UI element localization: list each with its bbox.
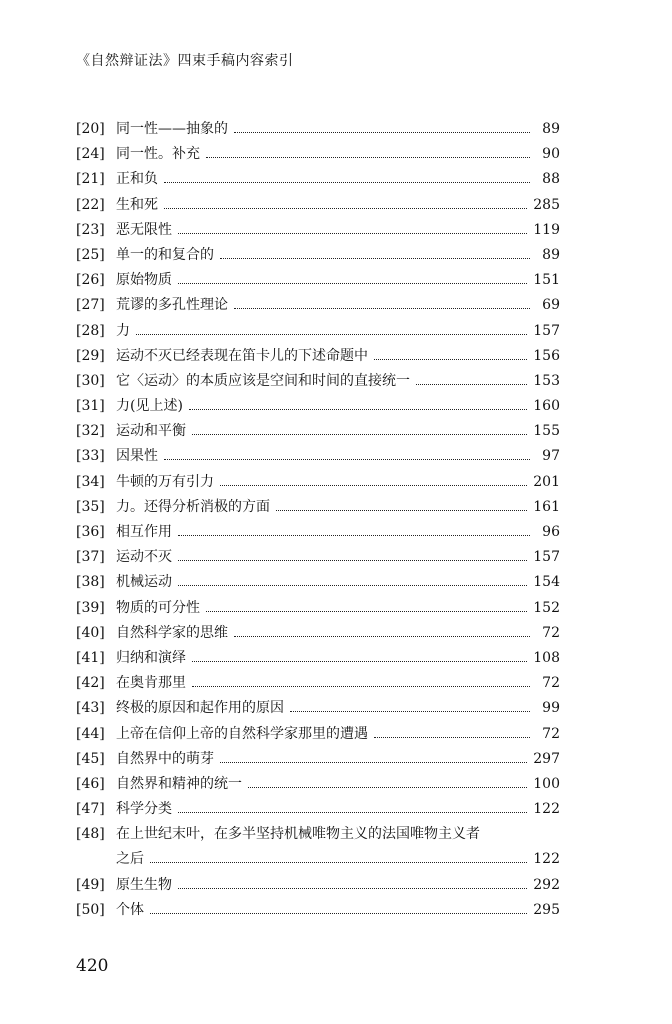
toc-entry (76, 571, 560, 596)
entry-title: 运动不灭 (116, 549, 172, 566)
dot-leader (150, 913, 527, 914)
entry-title: 在奥肯那里 (116, 675, 186, 692)
toc-entry (76, 798, 560, 823)
dot-leader (220, 258, 530, 259)
entry-number: [28] (76, 322, 105, 339)
entry-page: 122 (533, 851, 560, 868)
entry-number: [44] (76, 725, 105, 742)
toc-entry (76, 496, 560, 521)
dot-leader (189, 409, 527, 410)
toc-entry (76, 773, 560, 798)
entry-page: 154 (533, 574, 560, 591)
entry-page: 99 (542, 700, 560, 717)
entry-number: [21] (76, 171, 105, 188)
toc-entry (76, 320, 560, 345)
entry-number: [42] (76, 675, 105, 692)
dot-leader (234, 308, 530, 309)
dot-leader (136, 334, 527, 335)
entry-page: 295 (533, 901, 560, 918)
dot-leader (374, 359, 527, 360)
entry-page: 155 (533, 423, 560, 440)
toc-entry (76, 521, 560, 546)
entry-page: 157 (533, 322, 560, 339)
entry-number: [49] (76, 876, 105, 893)
toc-entry (76, 168, 560, 193)
entry-title: 物质的可分性 (116, 599, 200, 616)
dot-leader (220, 762, 527, 763)
entry-number: [47] (76, 801, 105, 818)
dot-leader (206, 611, 527, 612)
table-of-contents (76, 118, 560, 924)
dot-leader (192, 686, 530, 687)
dot-leader (290, 711, 530, 712)
entry-page: 151 (533, 272, 560, 289)
entry-number: [46] (76, 775, 105, 792)
dot-leader (178, 535, 530, 536)
entry-title: 因果性 (116, 448, 158, 465)
entry-number: [39] (76, 599, 105, 616)
dot-leader (192, 661, 527, 662)
dot-leader (164, 182, 530, 183)
dot-leader (234, 636, 530, 637)
toc-entry (76, 395, 560, 420)
entry-page: 285 (533, 196, 560, 213)
entry-number: [36] (76, 524, 105, 540)
toc-entry (76, 269, 560, 294)
dot-leader (178, 560, 527, 561)
entry-title: 荒谬的多孔性理论 (116, 297, 228, 314)
dot-leader (416, 384, 527, 385)
dot-leader (192, 434, 527, 435)
entry-page: 72 (542, 675, 560, 692)
dot-leader (164, 459, 530, 460)
entry-page: 90 (542, 146, 560, 163)
entry-number: [30] (76, 372, 105, 389)
entry-number: [27] (76, 297, 105, 314)
toc-entry (76, 420, 560, 445)
entry-number: [37] (76, 549, 105, 566)
toc-entry (76, 546, 560, 571)
entry-page: 297 (533, 750, 560, 767)
entry-number: [40] (76, 624, 105, 641)
toc-entry (76, 597, 560, 622)
toc-entry (76, 118, 560, 143)
toc-entry (76, 823, 560, 873)
entry-title: 牛顿的万有引力 (116, 473, 214, 490)
entry-title: 机械运动 (116, 574, 172, 591)
toc-entry (76, 697, 560, 722)
toc-entry (76, 219, 560, 244)
entry-page: 201 (533, 473, 560, 490)
toc-entry (76, 723, 560, 748)
toc-entry (76, 622, 560, 647)
entry-title: 相互作用 (116, 524, 172, 540)
dot-leader (276, 510, 527, 511)
entry-title: 上帝在信仰上帝的自然科学家那里的遭遇 (116, 725, 368, 742)
dot-leader (374, 737, 530, 738)
entry-number: [48] (76, 826, 105, 843)
entry-title: 科学分类 (116, 801, 172, 818)
dot-leader (178, 585, 527, 586)
entry-title: 运动不灭已经表现在笛卡儿的下述命题中 (116, 347, 368, 364)
entry-page: 69 (542, 297, 560, 314)
entry-page: 97 (542, 448, 560, 465)
dot-leader (178, 233, 527, 234)
entry-number: [35] (76, 498, 105, 515)
entry-number: [22] (76, 196, 105, 213)
entry-page: 292 (533, 876, 560, 893)
entry-title: 力。还得分析消极的方面 (116, 498, 270, 515)
toc-entry (76, 370, 560, 395)
entry-page: 72 (542, 725, 560, 742)
entry-page: 152 (533, 599, 560, 616)
entry-page: 156 (533, 347, 560, 364)
toc-entry (76, 294, 560, 319)
dot-leader (164, 208, 527, 209)
entry-number: [33] (76, 448, 105, 465)
entry-page: 160 (533, 398, 560, 415)
entry-number: [38] (76, 574, 105, 591)
dot-leader (178, 283, 527, 284)
entry-title: 归纳和演绎 (116, 649, 186, 666)
entry-page: 108 (533, 649, 560, 666)
toc-entry (76, 874, 560, 899)
entry-page: 161 (533, 498, 560, 515)
entry-number: [25] (76, 246, 105, 263)
entry-page: 88 (542, 171, 560, 188)
entry-page: 119 (533, 221, 560, 238)
toc-entry (76, 244, 560, 269)
entry-page: 89 (542, 246, 560, 263)
entry-page: 72 (542, 624, 560, 641)
entry-title: 原生生物 (116, 876, 172, 893)
entry-title: 力 (116, 322, 130, 339)
entry-page: 89 (542, 121, 560, 137)
dot-leader (150, 862, 527, 863)
entry-page: 100 (533, 775, 560, 792)
entry-title: 单一的和复合的 (116, 246, 214, 263)
dot-leader (248, 787, 527, 788)
entry-number: [20] (76, 121, 105, 137)
entry-number: [29] (76, 347, 105, 364)
entry-title: 自然科学家的思维 (116, 624, 228, 641)
entry-title: 力(见上述) (116, 398, 183, 415)
entry-title: 自然界和精神的统一 (116, 775, 242, 792)
entry-title: 恶无限性 (116, 221, 172, 238)
dot-leader (178, 812, 527, 813)
entry-number: [50] (76, 901, 105, 918)
toc-entry (76, 345, 560, 370)
toc-entry (76, 672, 560, 697)
entry-page: 96 (542, 524, 560, 540)
entry-title: 个体 (116, 901, 144, 918)
entry-title: 它〈运动〉的本质应该是空间和时间的直接统一 (116, 372, 410, 389)
entry-title: 原始物质 (116, 272, 172, 289)
entry-number: [34] (76, 473, 105, 490)
entry-title: 同一性——抽象的 (116, 121, 228, 137)
dot-leader (206, 157, 530, 158)
entry-title: 运动和平衡 (116, 423, 186, 440)
entry-number: [32] (76, 423, 105, 440)
entry-title-continued: 之后 (116, 851, 144, 868)
toc-entry (76, 143, 560, 168)
dot-leader (178, 888, 527, 889)
entry-number: [26] (76, 272, 105, 289)
toc-entry (76, 471, 560, 496)
toc-entry (76, 445, 560, 470)
entry-title: 同一性。补充 (116, 146, 200, 163)
entry-title: 自然界中的萌芽 (116, 750, 214, 767)
dot-leader (234, 132, 530, 133)
entry-page: 157 (533, 549, 560, 566)
entry-page: 153 (533, 372, 560, 389)
entry-page: 122 (533, 801, 560, 818)
page-number: 420 (76, 956, 109, 976)
entry-number: [24] (76, 146, 105, 163)
entry-title: 终极的原因和起作用的原因 (116, 700, 284, 717)
entry-number: [31] (76, 398, 105, 415)
toc-entry (76, 899, 560, 924)
entry-number: [23] (76, 221, 105, 238)
dot-leader (220, 485, 527, 486)
toc-entry (76, 194, 560, 219)
entry-number: [45] (76, 750, 105, 767)
entry-title: 在上世纪末叶，在多半坚持机械唯物主义的法国唯物主义者 (116, 826, 480, 843)
entry-number: [43] (76, 700, 105, 717)
toc-entry (76, 748, 560, 773)
entry-title: 正和负 (116, 171, 158, 188)
entry-title: 生和死 (116, 196, 158, 213)
toc-entry (76, 647, 560, 672)
entry-number: [41] (76, 649, 105, 666)
running-header: 《自然辩证法》四束手稿内容索引 (76, 53, 294, 69)
